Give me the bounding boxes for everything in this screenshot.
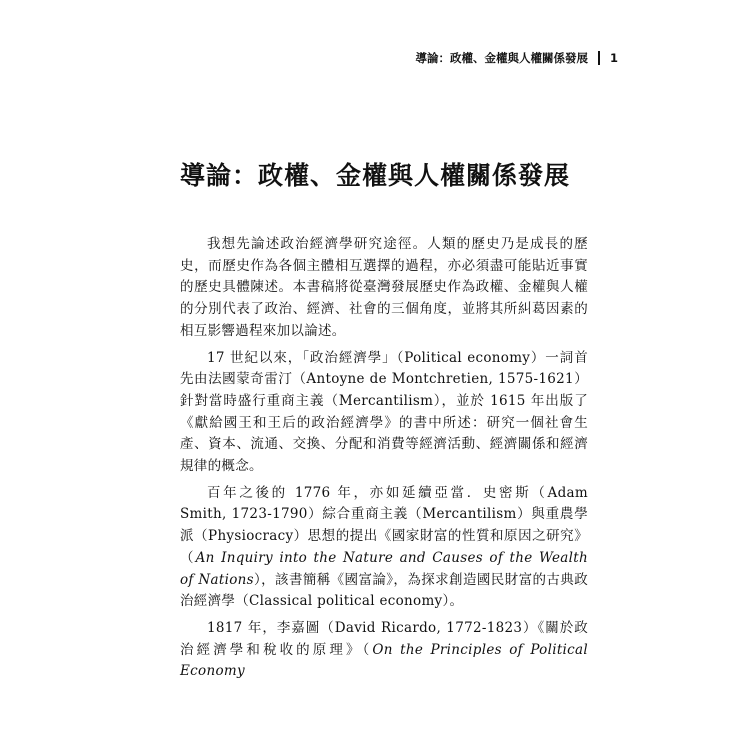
book-title-wealth-of-nations: An Inquiry into the Nature and Causes of the Wealth of Nations (180, 549, 588, 588)
header-divider (598, 51, 600, 65)
chapter-title: 導論：政權、金權與人權關係發展 (179, 161, 570, 190)
paragraph-4-text-a: 1817 年，李嘉圖（David Ricardo, 1772-1823）《關於政治經濟學和稅收的原理》（ (180, 619, 588, 658)
body-text (180, 234, 588, 688)
paragraph-1 (180, 234, 588, 343)
running-header-title: 導論：政權、金權與人權關係發展 (415, 51, 588, 65)
paragraph-3-text-c: ），該書簡稱《國富論》，為探求創造國民財富的古典政治經濟學（Classical political economy）。 (180, 571, 588, 610)
paragraph-1-text: 我想先論述政治經濟學研究途徑。人類的歷史乃是成長的歷史，而歷史作為各個主體相互選擇的過程，亦必須盡可能貼近事實的歷史具體陳述。本書稿將從臺灣發展歷史作為政權、金權與人權的分別代表了政治、經濟、社會的三個角度，並將其所糾葛因素的相互影響過程來加以論述。 (180, 236, 588, 339)
paragraph-3-text-a: 百年之後的 1776 年，亦如延續亞當．史密斯（Adam Smith, 1723-1790）綜合重商主義（Mercantilism）與重農學派（Physiocracy）思想的提出《國家財富的性質和原因之研究》（ (180, 484, 588, 566)
running-header (415, 50, 618, 66)
paragraph-4 (180, 618, 588, 683)
paragraph-2 (180, 348, 588, 478)
paragraph-3 (180, 483, 588, 613)
paragraph-2-text: 17 世紀以來，「政治經濟學」（Political economy）一詞首先由法國蒙奇雷汀（Antoyne de Montchretien, 1575-1621）針對當時盛行重商主義（Mercantilism），並於 1615 年出版了《獻給國王和王后的政治經濟學》的書中所述：研究一個社會生產、資本、流通、交換、分配和消費等經濟活動、經濟關係和經濟規律的概念。 (180, 349, 588, 475)
book-title-principles: On the Principles of Political Economy (180, 641, 588, 680)
page-number: 1 (609, 51, 618, 65)
